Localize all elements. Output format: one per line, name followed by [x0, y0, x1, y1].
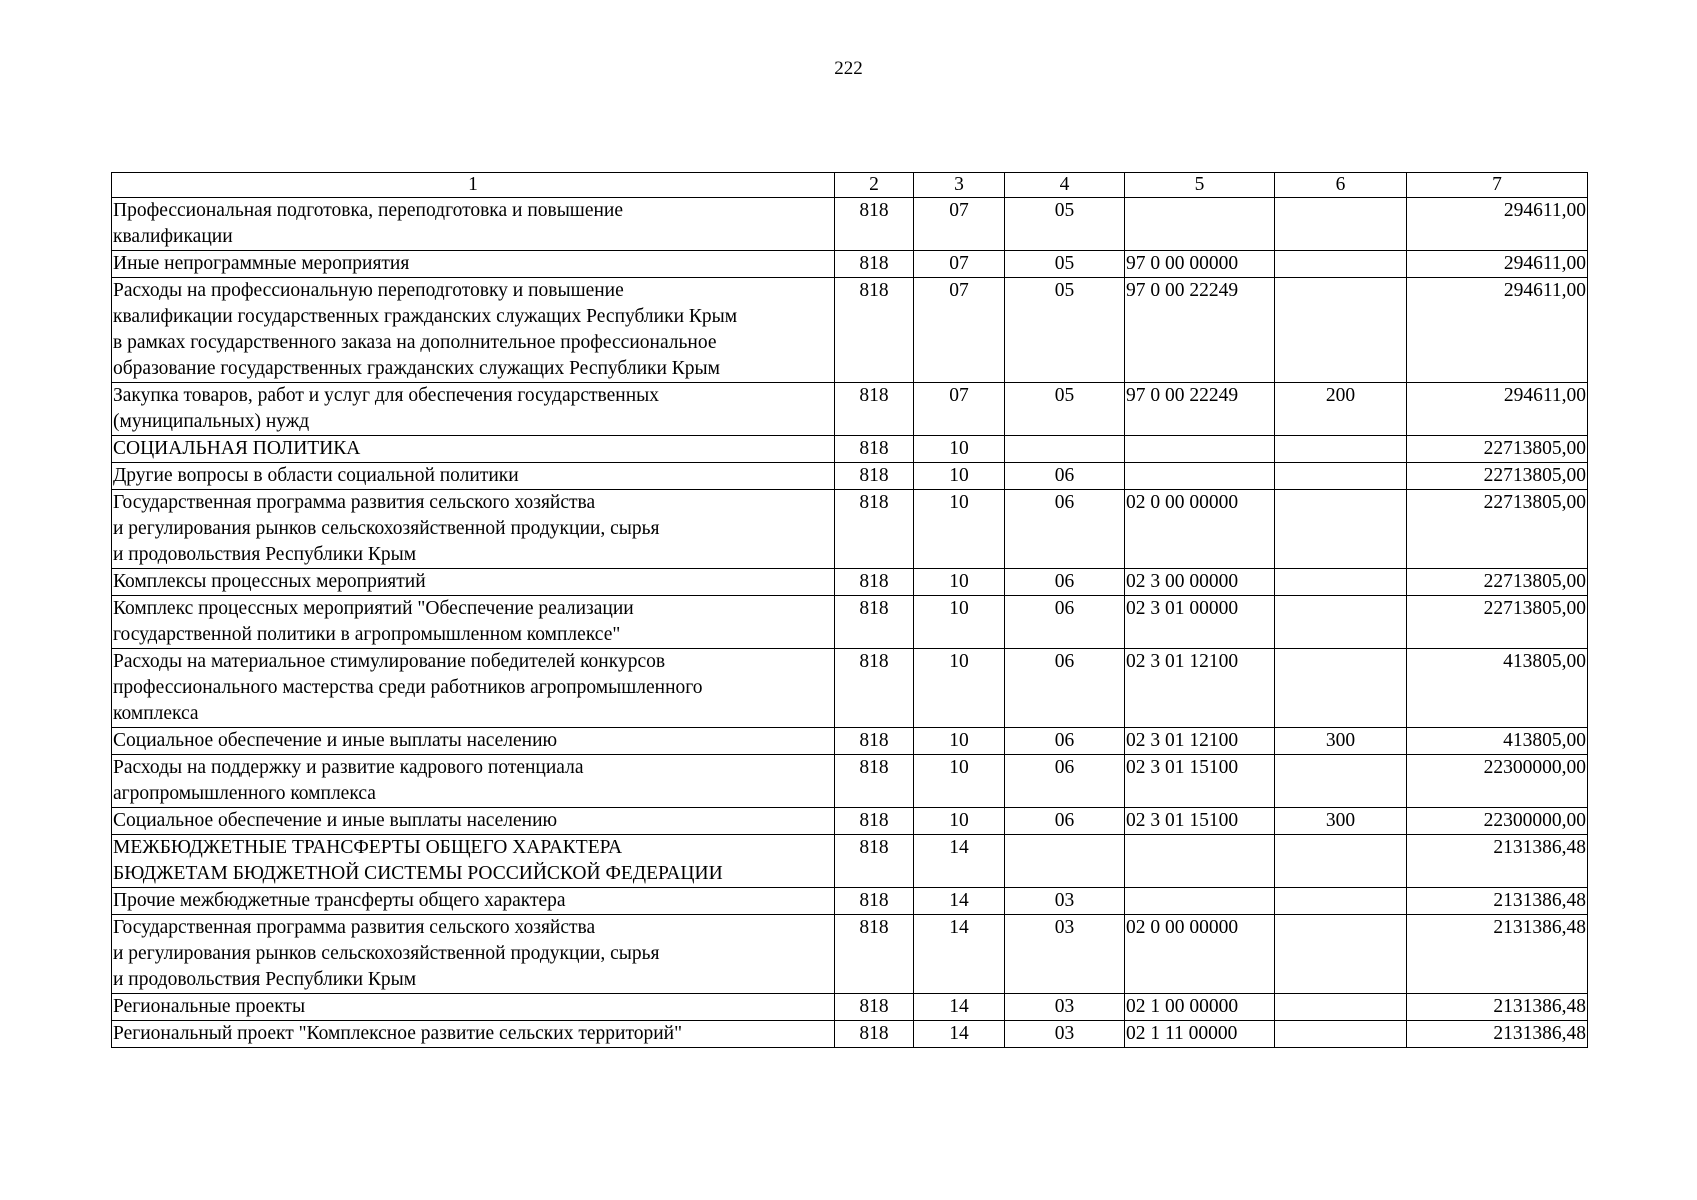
row-name-cell: Расходы на профессиональную переподготовку и повышение квалификации государственных гражданских служащих Республики Крым в рамках государственного заказа на дополнительное профессиональное образование государственных гражданских служащих Республики Крым	[112, 278, 835, 383]
row-expense-type-cell	[1275, 490, 1407, 569]
row-amount-cell: 2131386,48	[1407, 994, 1588, 1021]
row-target-article-cell: 02 3 01 12100	[1125, 649, 1275, 728]
header-cell-5: 5	[1125, 173, 1275, 198]
row-ministry-code-cell: 818	[835, 383, 914, 436]
row-name-cell: Государственная программа развития сельского хозяйства и регулирования рынков сельскохозяйственной продукции, сырья и продовольствия Республики Крым	[112, 915, 835, 994]
row-expense-type-cell	[1275, 436, 1407, 463]
row-subsection-code-cell: 05	[1005, 251, 1125, 278]
row-section-code-cell: 07	[914, 278, 1005, 383]
row-target-article-cell: 02 0 00 00000	[1125, 915, 1275, 994]
row-ministry-code-cell: 818	[835, 596, 914, 649]
table-row	[112, 436, 1588, 463]
table-row	[112, 728, 1588, 755]
table-row	[112, 755, 1588, 808]
row-target-article-cell: 97 0 00 22249	[1125, 383, 1275, 436]
row-subsection-code-cell	[1005, 436, 1125, 463]
row-name-cell: Закупка товаров, работ и услуг для обеспечения государственных (муниципальных) нужд	[112, 383, 835, 436]
row-name-cell: Расходы на поддержку и развитие кадрового потенциала агропромышленного комплекса	[112, 755, 835, 808]
row-target-article-cell	[1125, 835, 1275, 888]
row-ministry-code-cell: 818	[835, 915, 914, 994]
row-amount-cell: 294611,00	[1407, 251, 1588, 278]
table-row	[112, 278, 1588, 383]
row-name-cell: Комплексы процессных мероприятий	[112, 569, 835, 596]
table-row	[112, 994, 1588, 1021]
table-row	[112, 569, 1588, 596]
row-name-cell: СОЦИАЛЬНАЯ ПОЛИТИКА	[112, 436, 835, 463]
header-cell-7: 7	[1407, 173, 1588, 198]
row-expense-type-cell	[1275, 915, 1407, 994]
row-ministry-code-cell: 818	[835, 728, 914, 755]
row-amount-cell: 2131386,48	[1407, 888, 1588, 915]
row-ministry-code-cell: 818	[835, 463, 914, 490]
row-section-code-cell: 10	[914, 436, 1005, 463]
table-row	[112, 596, 1588, 649]
row-name-cell: Другие вопросы в области социальной политики	[112, 463, 835, 490]
row-section-code-cell: 14	[914, 835, 1005, 888]
row-target-article-cell	[1125, 198, 1275, 251]
row-subsection-code-cell: 06	[1005, 569, 1125, 596]
row-ministry-code-cell: 818	[835, 436, 914, 463]
row-section-code-cell: 14	[914, 915, 1005, 994]
row-subsection-code-cell: 06	[1005, 649, 1125, 728]
row-name-cell: Расходы на материальное стимулирование победителей конкурсов профессионального мастерства среди работников агропромышленного комплекса	[112, 649, 835, 728]
row-name-cell: Социальное обеспечение и иные выплаты населению	[112, 728, 835, 755]
row-ministry-code-cell: 818	[835, 649, 914, 728]
row-subsection-code-cell: 03	[1005, 915, 1125, 994]
row-section-code-cell: 10	[914, 808, 1005, 835]
row-expense-type-cell	[1275, 755, 1407, 808]
row-target-article-cell: 02 0 00 00000	[1125, 490, 1275, 569]
row-ministry-code-cell: 818	[835, 755, 914, 808]
table-row	[112, 198, 1588, 251]
row-expense-type-cell	[1275, 835, 1407, 888]
row-target-article-cell: 02 1 00 00000	[1125, 994, 1275, 1021]
row-expense-type-cell	[1275, 569, 1407, 596]
table-row	[112, 1021, 1588, 1048]
row-section-code-cell: 10	[914, 463, 1005, 490]
row-name-cell: Региональные проекты	[112, 994, 835, 1021]
row-amount-cell: 22713805,00	[1407, 490, 1588, 569]
row-target-article-cell: 97 0 00 22249	[1125, 278, 1275, 383]
row-section-code-cell: 10	[914, 596, 1005, 649]
row-ministry-code-cell: 818	[835, 251, 914, 278]
row-target-article-cell: 97 0 00 00000	[1125, 251, 1275, 278]
budget-table	[111, 172, 1588, 1048]
row-subsection-code-cell: 05	[1005, 198, 1125, 251]
row-section-code-cell: 07	[914, 198, 1005, 251]
row-subsection-code-cell: 03	[1005, 994, 1125, 1021]
row-amount-cell: 294611,00	[1407, 278, 1588, 383]
row-amount-cell: 413805,00	[1407, 728, 1588, 755]
table-row	[112, 808, 1588, 835]
row-expense-type-cell: 300	[1275, 808, 1407, 835]
header-cell-1: 1	[112, 173, 835, 198]
row-ministry-code-cell: 818	[835, 198, 914, 251]
row-section-code-cell: 10	[914, 649, 1005, 728]
row-expense-type-cell	[1275, 463, 1407, 490]
row-target-article-cell	[1125, 436, 1275, 463]
row-name-cell: Прочие межбюджетные трансферты общего характера	[112, 888, 835, 915]
row-target-article-cell	[1125, 888, 1275, 915]
row-subsection-code-cell	[1005, 835, 1125, 888]
row-amount-cell: 294611,00	[1407, 383, 1588, 436]
row-expense-type-cell	[1275, 278, 1407, 383]
row-subsection-code-cell: 06	[1005, 596, 1125, 649]
row-name-cell: Социальное обеспечение и иные выплаты населению	[112, 808, 835, 835]
table-row	[112, 835, 1588, 888]
row-name-cell: Государственная программа развития сельского хозяйства и регулирования рынков сельскохозяйственной продукции, сырья и продовольствия Республики Крым	[112, 490, 835, 569]
page-number: 222	[834, 58, 863, 79]
row-amount-cell: 413805,00	[1407, 649, 1588, 728]
table-row	[112, 490, 1588, 569]
row-subsection-code-cell: 05	[1005, 383, 1125, 436]
row-expense-type-cell	[1275, 1021, 1407, 1048]
row-ministry-code-cell: 818	[835, 888, 914, 915]
header-cell-6: 6	[1275, 173, 1407, 198]
row-ministry-code-cell: 818	[835, 569, 914, 596]
row-target-article-cell: 02 3 00 00000	[1125, 569, 1275, 596]
row-subsection-code-cell: 06	[1005, 728, 1125, 755]
row-name-cell: МЕЖБЮДЖЕТНЫЕ ТРАНСФЕРТЫ ОБЩЕГО ХАРАКТЕРА БЮДЖЕТАМ БЮДЖЕТНОЙ СИСТЕМЫ РОССИЙСКОЙ ФЕДЕРАЦИИ	[112, 835, 835, 888]
row-name-cell: Комплекс процессных мероприятий "Обеспечение реализации государственной политики в агропромышленном комплексе"	[112, 596, 835, 649]
row-name-cell: Иные непрограммные мероприятия	[112, 251, 835, 278]
row-section-code-cell: 10	[914, 490, 1005, 569]
row-subsection-code-cell: 06	[1005, 463, 1125, 490]
row-subsection-code-cell: 06	[1005, 808, 1125, 835]
row-section-code-cell: 10	[914, 755, 1005, 808]
row-subsection-code-cell: 03	[1005, 1021, 1125, 1048]
row-expense-type-cell	[1275, 994, 1407, 1021]
row-amount-cell: 22713805,00	[1407, 569, 1588, 596]
row-subsection-code-cell: 06	[1005, 490, 1125, 569]
row-expense-type-cell	[1275, 198, 1407, 251]
row-ministry-code-cell: 818	[835, 278, 914, 383]
row-target-article-cell: 02 3 01 15100	[1125, 808, 1275, 835]
row-expense-type-cell	[1275, 888, 1407, 915]
row-ministry-code-cell: 818	[835, 490, 914, 569]
row-amount-cell: 22713805,00	[1407, 596, 1588, 649]
row-section-code-cell: 10	[914, 728, 1005, 755]
table-row	[112, 888, 1588, 915]
row-amount-cell: 22300000,00	[1407, 755, 1588, 808]
row-target-article-cell: 02 3 01 15100	[1125, 755, 1275, 808]
row-amount-cell: 2131386,48	[1407, 835, 1588, 888]
table-row	[112, 383, 1588, 436]
table-body	[112, 173, 1588, 1048]
header-cell-2: 2	[835, 173, 914, 198]
row-target-article-cell	[1125, 463, 1275, 490]
row-ministry-code-cell: 818	[835, 808, 914, 835]
row-amount-cell: 2131386,48	[1407, 915, 1588, 994]
row-section-code-cell: 14	[914, 994, 1005, 1021]
row-expense-type-cell: 200	[1275, 383, 1407, 436]
row-section-code-cell: 14	[914, 888, 1005, 915]
row-expense-type-cell: 300	[1275, 728, 1407, 755]
row-section-code-cell: 10	[914, 569, 1005, 596]
header-cell-3: 3	[914, 173, 1005, 198]
row-target-article-cell: 02 3 01 00000	[1125, 596, 1275, 649]
row-section-code-cell: 14	[914, 1021, 1005, 1048]
row-amount-cell: 22713805,00	[1407, 463, 1588, 490]
row-target-article-cell: 02 1 11 00000	[1125, 1021, 1275, 1048]
row-name-cell: Региональный проект "Комплексное развитие сельских территорий"	[112, 1021, 835, 1048]
row-target-article-cell: 02 3 01 12100	[1125, 728, 1275, 755]
row-ministry-code-cell: 818	[835, 1021, 914, 1048]
header-row	[112, 173, 1588, 198]
row-subsection-code-cell: 06	[1005, 755, 1125, 808]
row-amount-cell: 294611,00	[1407, 198, 1588, 251]
row-amount-cell: 2131386,48	[1407, 1021, 1588, 1048]
row-ministry-code-cell: 818	[835, 835, 914, 888]
row-expense-type-cell	[1275, 596, 1407, 649]
row-subsection-code-cell: 05	[1005, 278, 1125, 383]
row-ministry-code-cell: 818	[835, 994, 914, 1021]
row-name-cell: Профессиональная подготовка, переподготовка и повышение квалификации	[112, 198, 835, 251]
table-row	[112, 649, 1588, 728]
row-amount-cell: 22713805,00	[1407, 436, 1588, 463]
row-expense-type-cell	[1275, 251, 1407, 278]
row-amount-cell: 22300000,00	[1407, 808, 1588, 835]
header-cell-4: 4	[1005, 173, 1125, 198]
row-subsection-code-cell: 03	[1005, 888, 1125, 915]
row-section-code-cell: 07	[914, 383, 1005, 436]
row-section-code-cell: 07	[914, 251, 1005, 278]
table-row	[112, 463, 1588, 490]
table-row	[112, 251, 1588, 278]
table-row	[112, 915, 1588, 994]
row-expense-type-cell	[1275, 649, 1407, 728]
